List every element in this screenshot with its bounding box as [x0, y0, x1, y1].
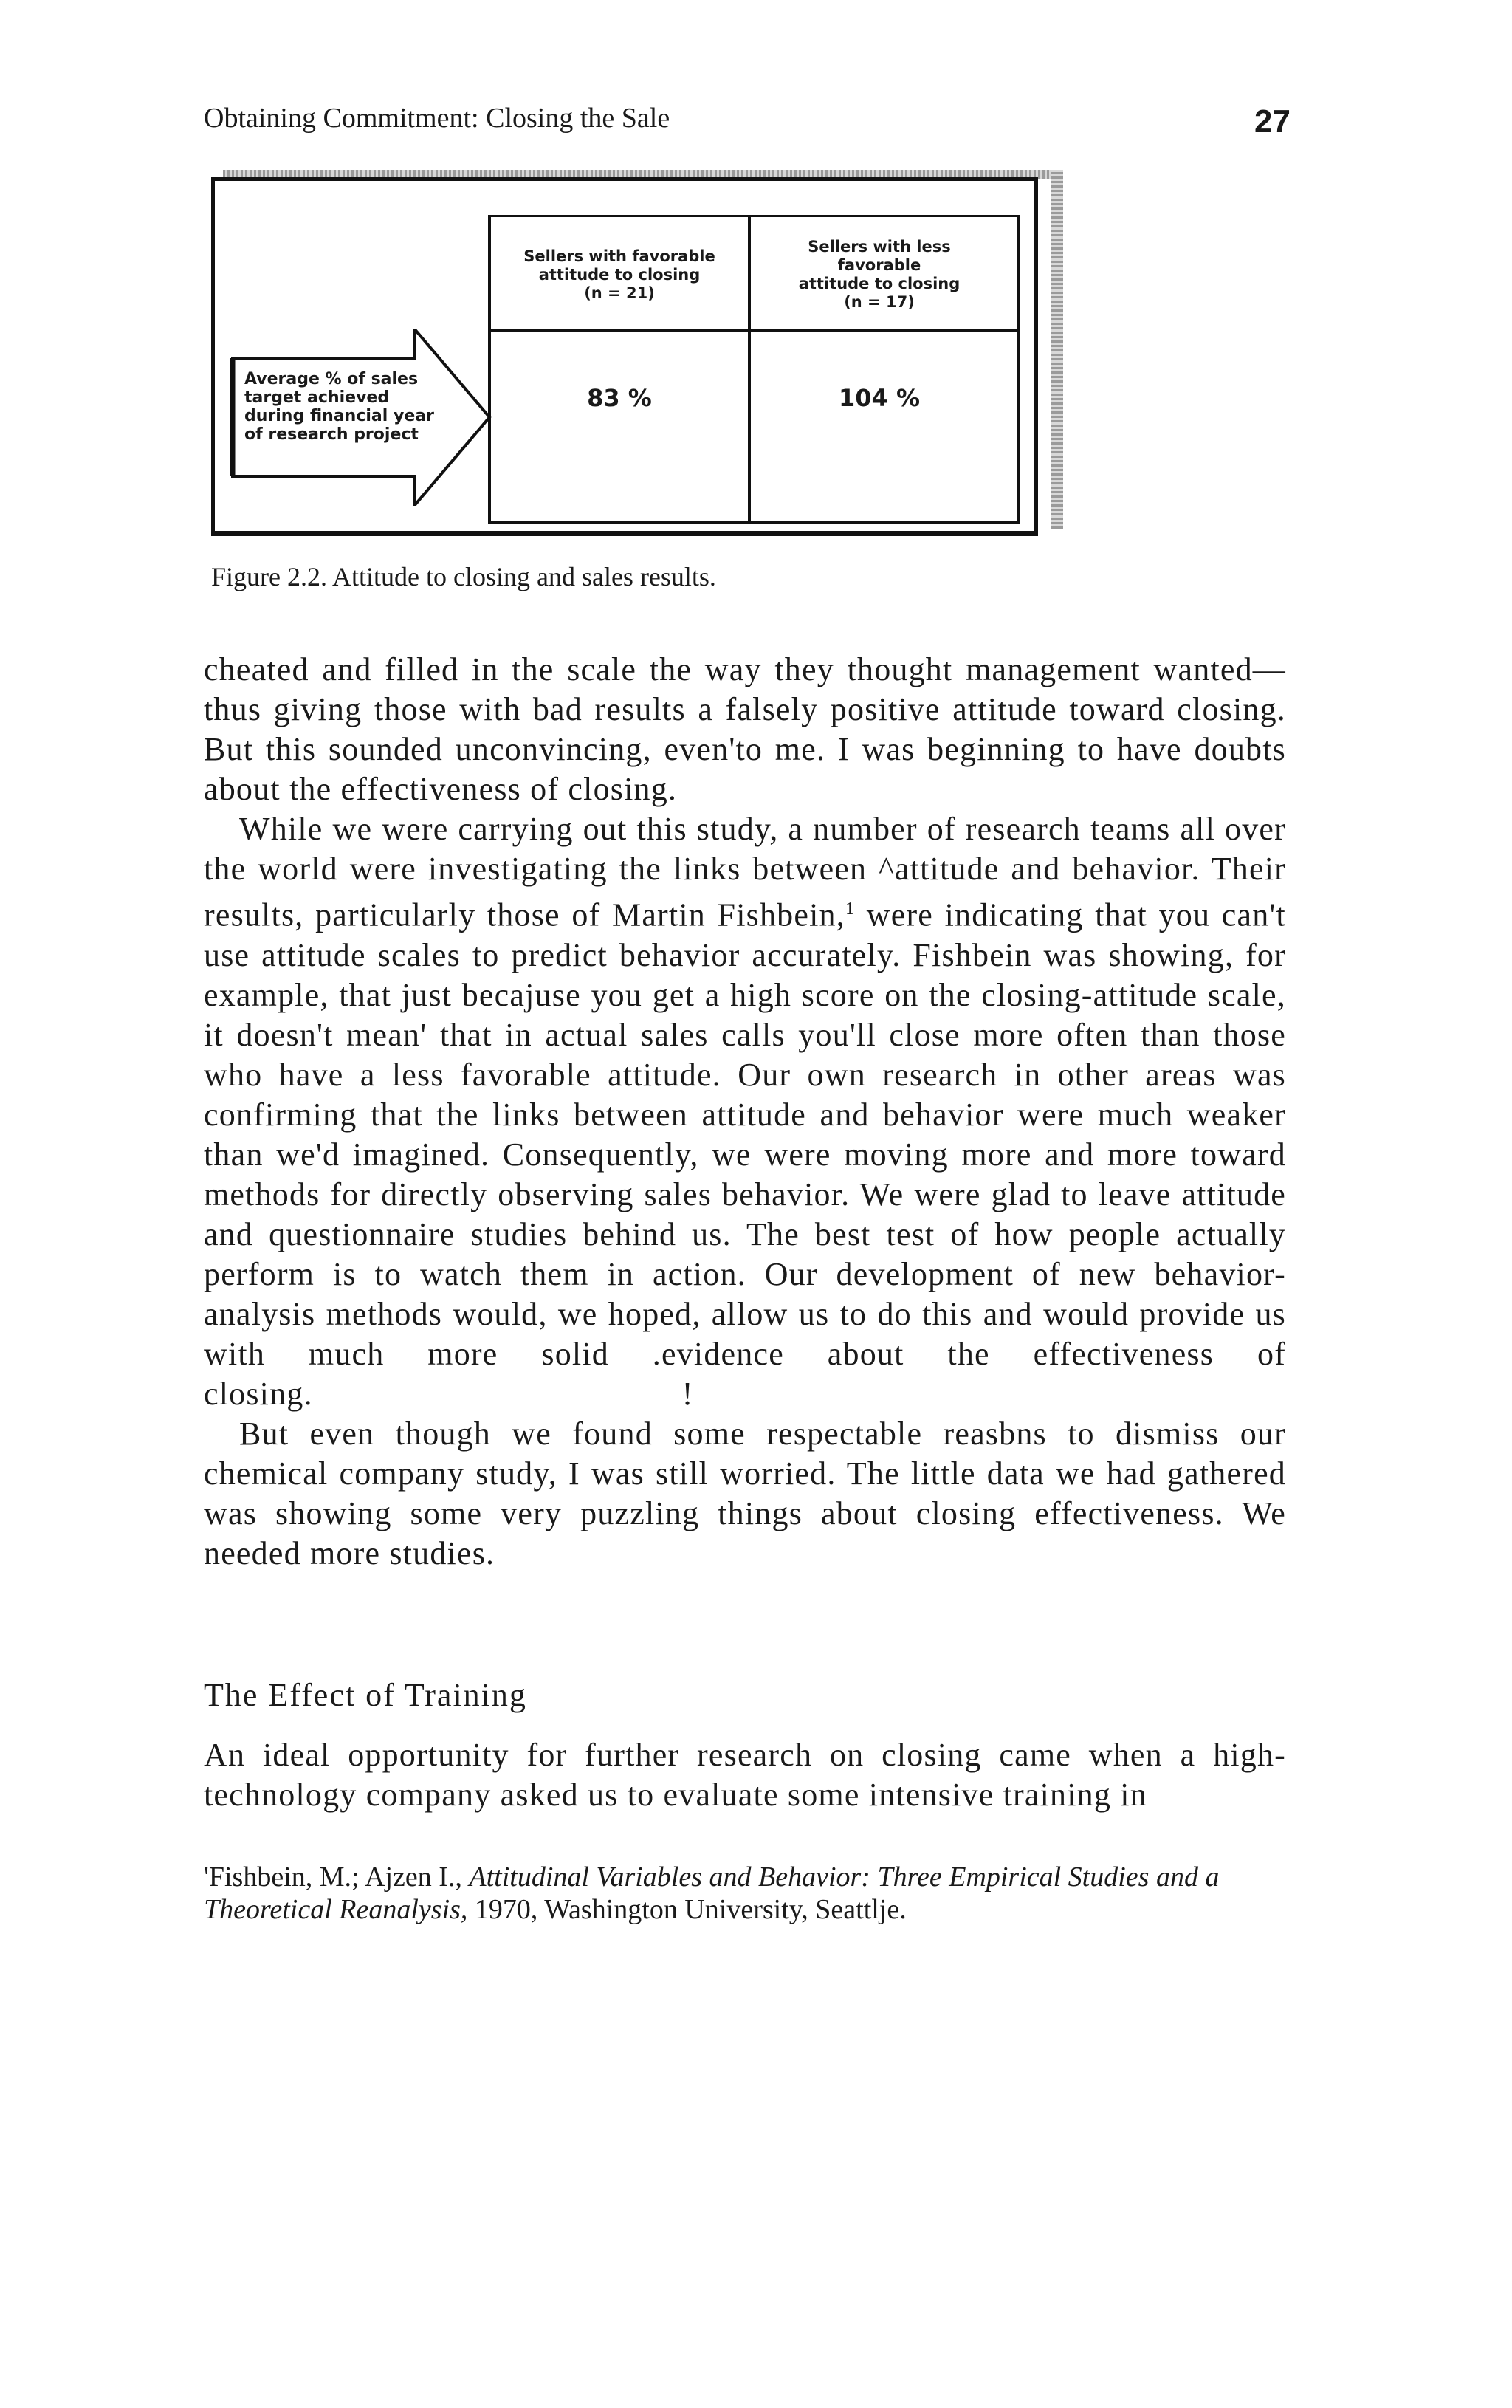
- value-favorable: 83 %: [587, 384, 652, 412]
- section-heading: The Effect of Training: [204, 1677, 527, 1713]
- column-header-less-favorable: Sellers with less favorable attitude to closing (n = 17): [798, 238, 961, 311]
- paragraph-1: cheated and filled in the scale the way they thought management wanted—thus giving those with bad results a falsely positive attitude toward closing. But this sounded unconvincing, even'to me. I was beginning to have doubts about the effectiveness of closing.: [204, 651, 1286, 807]
- figure-caption: Figure 2.2. Attitude to closing and sales results.: [211, 562, 716, 591]
- running-head: Obtaining Commitment: Closing the Sale: [204, 103, 670, 134]
- value-less-favorable: 104 %: [839, 384, 920, 412]
- section-paragraph-1: An ideal opportunity for further research on closing came when a high-technology company asked us to evaluate some intensive training in: [204, 1737, 1286, 1813]
- column-header-favorable: Sellers with favorable attitude to closing (n = 21): [523, 247, 715, 302]
- paragraph-3: But even though we found some respectable reasbns to dismiss our chemical company study, I was still worried. The little data we had gathered was showing some very puzzling things about closing effectiveness. We needed more studies.: [204, 1415, 1286, 1571]
- footnote: [204, 1861, 1286, 1926]
- figure-table: [488, 215, 1020, 524]
- figure-attitude-table: [211, 170, 1053, 543]
- figure-frame: [211, 177, 1038, 536]
- footnote-rest: 1970, Washington University, Seattlje.: [467, 1894, 907, 1925]
- footnote-title: Attitudinal Variables and Behavior: Three Empirical Studies and a Theoretical Reanalysis,: [204, 1862, 1220, 1925]
- table-horizontal-rule: [491, 329, 1017, 332]
- paragraph-2: [204, 809, 1286, 1414]
- stray-mark: !: [681, 1375, 694, 1412]
- footnote-authors: 'Fishbein, M.; Ajzen I.,: [204, 1862, 470, 1893]
- row-label: Average % of sales target achieved during financial year of research project: [244, 370, 434, 444]
- section-body: [204, 1735, 1286, 1815]
- paragraph-2-start: While we were carrying out this study, a number of research teams all over the world were investigating the links between ^attitude and behavior. Their results, particularly those of Martin Fishbein,: [204, 811, 1286, 933]
- page-number: 27: [1254, 103, 1291, 140]
- body-text: [204, 650, 1286, 1574]
- figure-shadow-right: [1051, 170, 1063, 529]
- paragraph-2-rest: were indicating that you can't use attitude scales to predict behavior accurately. Fishbein was showing, for example, that just becajuse you get a high score on the closing-attitude scale, it doesn't mean' that in actual sales calls you'll close more often than those who have a less favorable attitude. Our own research in other areas was confirming that the links between attitude and behavior were much weaker than we'd imagined. Consequently, we were moving more and more toward methods for directly observing sales behavior. We were glad to leave attitude and questionnaire studies behind us. The best test of how people actually perform is to watch them in action. Our development of new behavior-analysis methods would, we hoped, allow us to do this and would provide us with much more solid .evidence about the effectiveness of closing.: [204, 896, 1286, 1412]
- footnote-ref: 1: [845, 899, 856, 919]
